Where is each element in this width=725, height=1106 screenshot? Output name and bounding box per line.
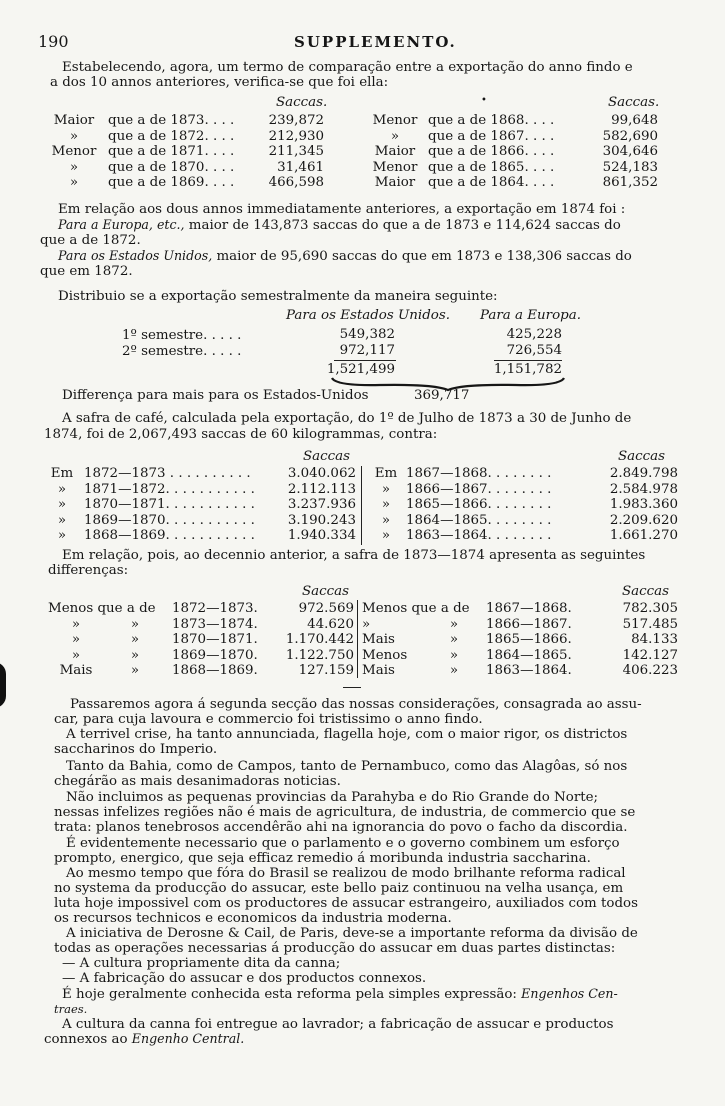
text-line: no systema da producção do assucar, este bello paiz continuou na velha usança, em — [54, 881, 624, 896]
row-text: 1863—1864. — [486, 663, 572, 678]
row-text: 1869—1870. . . . . . . . . . . — [84, 513, 255, 528]
row-value: 99,648 — [611, 113, 658, 128]
row-text: que a de 1870. . . . — [108, 160, 235, 175]
row-label: Menor — [51, 144, 97, 159]
sum-rule — [494, 360, 562, 361]
text-line: car, para cuja lavoura e commercio foi tristissimo o anno findo. — [54, 712, 483, 727]
text-line: Em relação, pois, ao decennio anterior, a safra de 1873—1874 apresenta as seguintes — [62, 548, 646, 563]
row-text: 1864—1865. — [486, 648, 572, 663]
row-value: 861,352 — [602, 175, 658, 190]
text-line — [58, 218, 621, 233]
column-rule — [361, 466, 362, 545]
row-value: 1.983.360 — [609, 497, 678, 512]
row-label: Em — [50, 466, 74, 481]
row-label: Maior — [374, 175, 416, 190]
text-line: os recursos technicos e economicos da industria moderna. — [54, 911, 452, 926]
difference-value: 369,717 — [414, 388, 470, 403]
text-line: Passaremos agora á segunda secção das nossas considerações, consagrada ao assu- — [70, 697, 642, 712]
row-text: que a de 1868. . . . — [428, 113, 555, 128]
bullet-mark: • — [481, 95, 487, 106]
row-value: 2.849.798 — [609, 466, 678, 481]
row-ditto: » — [449, 663, 459, 678]
section-divider — [343, 687, 361, 688]
row-label: » — [71, 632, 81, 647]
text-italic: Para os Estados Unidos, — [58, 248, 213, 263]
text-line: A cultura da canna foi entregue ao lavrador; a fabricação de assucar e productos — [62, 1017, 614, 1032]
text-line: que a de 1872. — [40, 233, 141, 248]
row-label: » — [381, 482, 391, 497]
row-label: » — [69, 129, 79, 144]
text-line — [62, 987, 618, 1002]
row-label: Em — [374, 466, 398, 481]
row-value: 84.133 — [631, 632, 678, 647]
text-line: nessas infelizes regiões não é mais de agricultura, de industria, de commercio que se — [54, 805, 636, 820]
running-title: SUPPLEMENTO. — [294, 33, 457, 51]
intro-line: Estabelecendo, agora, um termo de comparação entre a exportação do anno findo e — [62, 60, 633, 75]
row-text: 1870—1871. — [172, 632, 258, 647]
row-value: 582,690 — [602, 129, 658, 144]
row-label: » — [381, 513, 391, 528]
text-line — [58, 249, 632, 264]
row-label: » — [57, 482, 67, 497]
semester-total: 1,151,782 — [493, 362, 562, 377]
difference-label: Differença para mais para os Estados-Unidos — [62, 388, 369, 403]
row-value: 1.940.334 — [287, 528, 356, 543]
text-line: 1874, foi de 2,067,493 saccas de 60 kilogrammas, contra: — [44, 427, 438, 442]
row-label: Maior — [53, 113, 95, 128]
row-ditto: » — [449, 632, 459, 647]
text-italic: Para a Europa, etc., — [58, 217, 185, 232]
row-text: 1872—1873 . . . . . . . . . . — [84, 466, 251, 481]
text-line: A iniciativa de Derosne & Cail, de Paris, deve-se a importante reforma da divisão de — [66, 926, 638, 941]
text-line: — A fabricação do assucar e dos productos connexos. — [62, 971, 427, 986]
text-line: Ao mesmo tempo que fóra do Brasil se realizou de modo brilhante reforma radical — [66, 866, 626, 881]
row-ditto: » — [130, 617, 140, 632]
text-line: A safra de café, calculada pela exportação, do 1º de Julho de 1873 a 30 de Junho de — [62, 411, 632, 426]
row-label: » — [69, 175, 79, 190]
text-line: A terrivel crise, ha tanto annunciada, flagella hoje, com o maior rigor, os districtos — [66, 727, 628, 742]
text-italic: Engenhos Cen- — [521, 986, 618, 1001]
row-label: » — [381, 497, 391, 512]
row-text: 1863—1864. . . . . . . . — [406, 528, 552, 543]
row-text: 1873—1874. — [172, 617, 258, 632]
row-label: » — [71, 648, 81, 663]
row-label: » — [362, 617, 371, 632]
row-text: que a de 1869. . . . — [108, 175, 235, 190]
text-line: luta hoje impossivel com os productores de assucar estrangeiro, auxiliados com todos — [54, 896, 638, 911]
text-line: Em relação aos dous annos immediatamente anteriores, a exportação em 1874 foi : — [58, 202, 626, 217]
row-value: 31,461 — [277, 160, 324, 175]
row-value: 2.112.113 — [287, 482, 356, 497]
row-label: Maior — [374, 144, 416, 159]
text-line: que em 1872. — [40, 264, 133, 279]
semester-value: 549,382 — [339, 327, 395, 342]
row-text: 1868—1869. . . . . . . . . . . — [84, 528, 255, 543]
row-text: que a de 1865. . . . — [428, 160, 555, 175]
text-line: saccharinos do Imperio. — [54, 742, 218, 757]
text-line: prompto, energico, que seja efficaz remedio á moribunda industria saccharina. — [54, 851, 591, 866]
row-value: 466,598 — [268, 175, 324, 190]
row-text: que a de 1867. . . . — [428, 129, 555, 144]
row-label: » — [57, 513, 67, 528]
semester-label: 2º semestre. . . . . — [122, 344, 242, 359]
table1-unit-right: Saccas. — [608, 95, 660, 110]
text-run: maior de 95,690 saccas do que em 1873 e 138,306 saccas do — [212, 249, 632, 264]
row-label: » — [57, 497, 67, 512]
row-value: 304,646 — [602, 144, 658, 159]
text-line: chegárão as mais desanimadoras noticias. — [54, 774, 341, 789]
text-line: — A cultura propriamente dita da canna; — [62, 956, 341, 971]
row-text: 1865—1866. — [486, 632, 572, 647]
row-text: 1872—1873. — [172, 601, 258, 616]
row-ditto: » — [449, 617, 459, 632]
row-label: Mais — [362, 632, 395, 647]
text-line: todas as operações necessarias á producção do assucar em duas partes distinctas: — [54, 941, 616, 956]
row-text: 1869—1870. — [172, 648, 258, 663]
text-run: connexos ao — [44, 1032, 128, 1047]
semester-label: 1º semestre. . . . . — [122, 328, 242, 343]
semester-total: 1,521,499 — [326, 362, 395, 377]
text-run: É hoje geralmente conhecida esta reforma pela simples expressão: — [62, 987, 517, 1002]
row-text: 1865—1866. . . . . . . . — [406, 497, 552, 512]
table2-unit-right: Saccas — [618, 449, 666, 464]
row-label: Menor — [372, 113, 418, 128]
semester-header-europe: Para a Europa. — [480, 308, 581, 323]
row-value: 1.122.750 — [285, 648, 354, 663]
sum-rule — [334, 360, 396, 361]
row-label: » — [71, 617, 81, 632]
row-value: 782.305 — [622, 601, 678, 616]
row-text: 1866—1867. — [486, 617, 572, 632]
row-label: Menos — [362, 648, 408, 663]
row-label: » — [381, 528, 391, 543]
row-label: » — [57, 528, 67, 543]
row-ditto: » — [130, 663, 140, 678]
row-text: 1867—1868. . . . . . . . — [406, 466, 552, 481]
page-number: 190 — [38, 32, 69, 51]
row-text: 1868—1869. — [172, 663, 258, 678]
text-line: trata: planos tenebrosos accendêrão ahi na ignorancia do povo o facho da discordia. — [54, 820, 628, 835]
column-rule — [357, 600, 358, 678]
table2-unit-left: Saccas — [303, 449, 351, 464]
text-line: Tanto da Bahia, como de Campos, tanto de Pernambuco, como das Alagôas, só nos — [66, 759, 628, 774]
row-text: 1867—1868. — [486, 601, 572, 616]
row-value: 127.159 — [298, 663, 354, 678]
row-value: 2.209.620 — [609, 513, 678, 528]
table1-unit-left: Saccas. — [276, 95, 328, 110]
row-text: que a de 1872. . . . — [108, 129, 235, 144]
text-italic: Engenho Central. — [131, 1031, 245, 1046]
row-label: Menos que a de — [362, 601, 470, 616]
row-value: 517.485 — [622, 617, 678, 632]
row-value: 3.040.062 — [287, 466, 356, 481]
row-text: que a de 1866. . . . — [428, 144, 555, 159]
row-text: 1871—1872. . . . . . . . . . . — [84, 482, 255, 497]
text-line: É evidentemente necessario que o parlamento e o governo combinem um esforço — [66, 836, 620, 851]
row-value: 239,872 — [268, 113, 324, 128]
semester-header-us: Para os Estados Unidos. — [286, 308, 450, 323]
semester-value: 972,117 — [339, 343, 395, 358]
row-ditto: » — [449, 648, 459, 663]
row-value: 524,183 — [602, 160, 658, 175]
row-label: Menor — [372, 160, 418, 175]
row-value: 1.170.442 — [285, 632, 354, 647]
row-text: que a de 1873. . . . — [108, 113, 235, 128]
row-ditto: » — [130, 648, 140, 663]
row-value: 406.223 — [622, 663, 678, 678]
table3-unit-right: Saccas — [622, 584, 670, 599]
row-value: 3.190.243 — [287, 513, 356, 528]
row-value: 972.569 — [298, 601, 354, 616]
row-value: 212,930 — [268, 129, 324, 144]
row-label: Mais — [59, 663, 93, 678]
table3-unit-left: Saccas — [302, 584, 350, 599]
row-value: 142.127 — [622, 648, 678, 663]
row-text: 1866—1867. . . . . . . . — [406, 482, 552, 497]
row-text: que a de 1871. . . . — [108, 144, 235, 159]
row-label: Menos que a de — [48, 601, 156, 616]
row-value: 3.237.936 — [287, 497, 356, 512]
text-line — [44, 1032, 244, 1047]
text-line: differenças: — [48, 563, 129, 578]
row-label: » — [390, 129, 400, 144]
row-label: » — [69, 160, 79, 175]
row-label: Mais — [362, 663, 395, 678]
text-line: Não incluimos as pequenas provincias da Parahyba e do Rio Grande do Norte; — [66, 790, 599, 805]
semester-value: 726,554 — [506, 343, 562, 358]
intro-line: a dos 10 annos anteriores, verifica-se que foi ella: — [50, 75, 389, 90]
text-run: maior de 143,873 saccas do que a de 1873 e 114,624 saccas do — [184, 218, 621, 233]
ink-blot — [0, 662, 6, 708]
row-text: que a de 1864. . . . — [428, 175, 555, 190]
text-line: Distribuio se a exportação semestralmente da maneira seguinte: — [58, 289, 498, 304]
row-value: 1.661.270 — [609, 528, 678, 543]
row-text: 1870—1871. . . . . . . . . . . — [84, 497, 255, 512]
row-value: 44.620 — [307, 617, 354, 632]
row-value: 2.584.978 — [609, 482, 678, 497]
semester-value: 425,228 — [506, 327, 562, 342]
text-line: traes. — [54, 1002, 88, 1016]
row-ditto: » — [130, 632, 140, 647]
row-text: 1864—1865. . . . . . . . — [406, 513, 552, 528]
row-value: 211,345 — [268, 144, 324, 159]
